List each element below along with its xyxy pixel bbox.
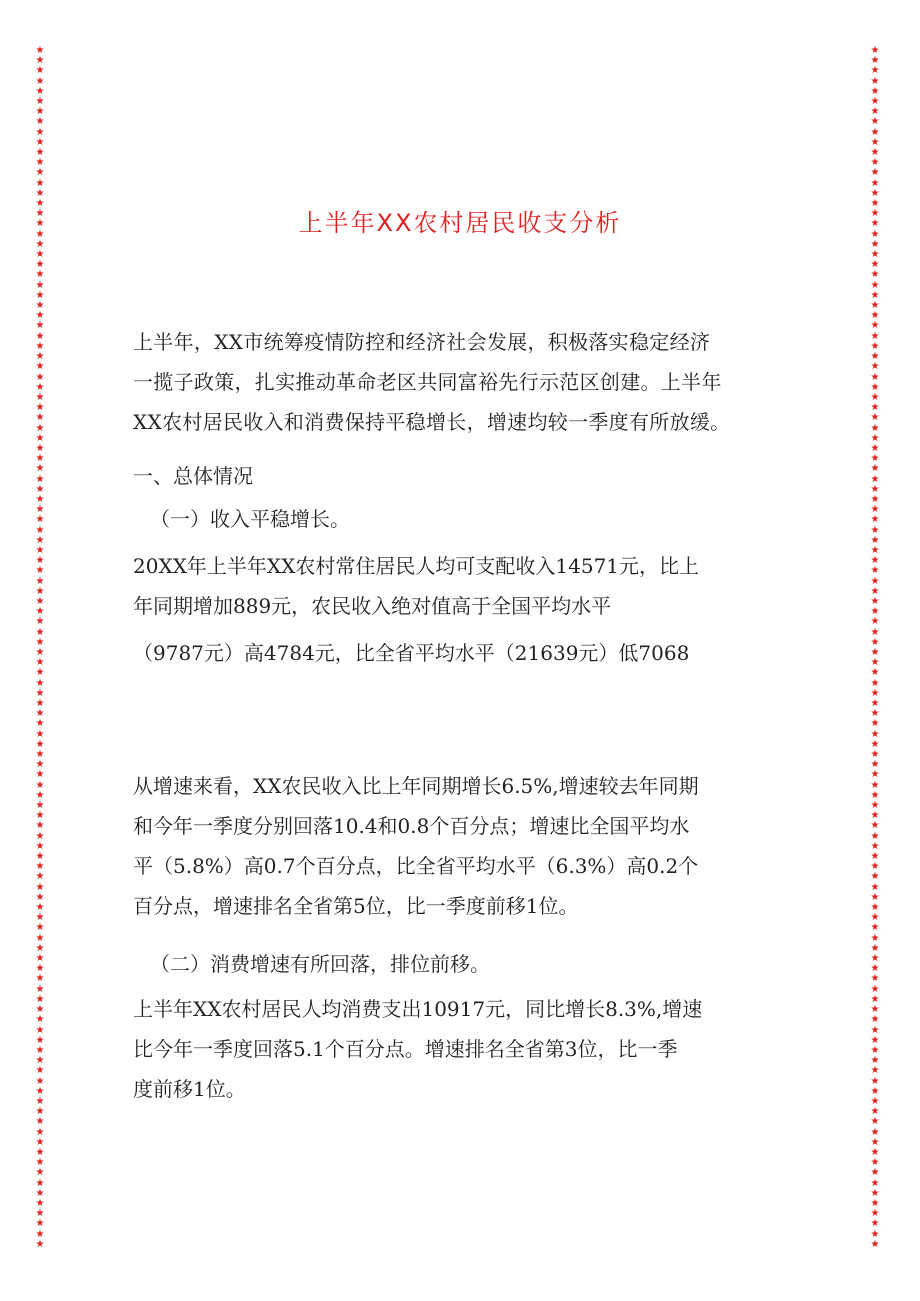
consumption-paragraph	[133, 989, 793, 1109]
intro-line-3: XX农村居民收入和消费保持平稳增长，增速均较一季度有所放缓。	[133, 410, 731, 434]
income-paragraph	[133, 546, 793, 626]
consumption-line-3: 度前移1位。	[133, 1077, 246, 1101]
section-heading-overall: 一、总体情况	[133, 464, 253, 488]
growth-paragraph	[133, 766, 793, 926]
income-line-2: 年同期增加889元，农民收入绝对值高于全国平均水平	[133, 594, 612, 618]
intro-line-1: 上半年，XX市统筹疫情防控和经济社会发展，积极落实稳定经济	[133, 330, 711, 354]
right-star-border: ★ ★ ★ ★ ★ ★ ★ ★ ★ ★ ★ ★ ★ ★ ★ ★ ★ ★ ★ ★ ★ ★ ★ ★ ★ ★ ★ ★ ★ ★ ★ ★ ★ ★ ★ ★ ★ ★ ★ ★ ★ ★ ★ ★ ★ ★ ★ ★ ★ ★ ★ ★ ★ ★ ★ ★ ★ ★ ★ ★ ★ ★ ★ ★ ★ ★ ★ ★ ★ ★ ★ ★ ★ ★ ★ ★ ★ ★ ★ ★ ★ ★ ★ ★ ★ ★ ★ ★ ★ ★ ★ ★ ★ ★ ★ ★ ★ ★ ★ ★ ★ ★ ★ ★ ★ ★ ★ ★ ★ ★ ★ ★ ★ ★ ★ ★ ★ ★	[870, 46, 880, 1250]
income-paragraph-continued	[133, 633, 793, 673]
left-star-border: ★ ★ ★ ★ ★ ★ ★ ★ ★ ★ ★ ★ ★ ★ ★ ★ ★ ★ ★ ★ ★ ★ ★ ★ ★ ★ ★ ★ ★ ★ ★ ★ ★ ★ ★ ★ ★ ★ ★ ★ ★ ★ ★ ★ ★ ★ ★ ★ ★ ★ ★ ★ ★ ★ ★ ★ ★ ★ ★ ★ ★ ★ ★ ★ ★ ★ ★ ★ ★ ★ ★ ★ ★ ★ ★ ★ ★ ★ ★ ★ ★ ★ ★ ★ ★ ★ ★ ★ ★ ★ ★ ★ ★ ★ ★ ★ ★ ★ ★ ★ ★ ★ ★ ★ ★ ★ ★ ★ ★ ★ ★ ★ ★ ★ ★ ★ ★ ★	[35, 46, 45, 1250]
consumption-line-2: 比今年一季度回落5.1个百分点。增速排名全省第3位，比一季	[133, 1037, 678, 1061]
growth-line-3: 平（5.8%）高0.7个百分点，比全省平均水平（6.3%）高0.2个	[133, 854, 699, 878]
intro-line-2: 一揽子政策，扎实推动革命老区共同富裕先行示范区创建。上半年	[133, 370, 722, 394]
income-line-3: （9787元）高4784元，比全省平均水平（21639元）低7068	[133, 641, 690, 665]
intro-paragraph	[133, 322, 793, 442]
growth-line-2: 和今年一季度分别回落10.4和0.8个百分点；增速比全国平均水	[133, 814, 690, 838]
subsection-heading-consumption: （二）消费增速有所回落，排位前移。	[150, 952, 490, 976]
growth-line-4: 百分点，增速排名全省第5位，比一季度前移1位。	[133, 894, 579, 918]
subsection-heading-income: （一）收入平稳增长。	[150, 507, 350, 531]
income-line-1: 20XX年上半年XX农村常住居民人均可支配收入14571元，比上	[133, 554, 700, 578]
consumption-line-1: 上半年XX农村居民人均消费支出10917元，同比增长8.3%,增速	[133, 997, 703, 1021]
document-title: 上半年XX农村居民收支分析	[298, 209, 622, 237]
growth-line-1: 从增速来看，XX农民收入比上年同期增长6.5%,增速较去年同期	[133, 774, 699, 798]
